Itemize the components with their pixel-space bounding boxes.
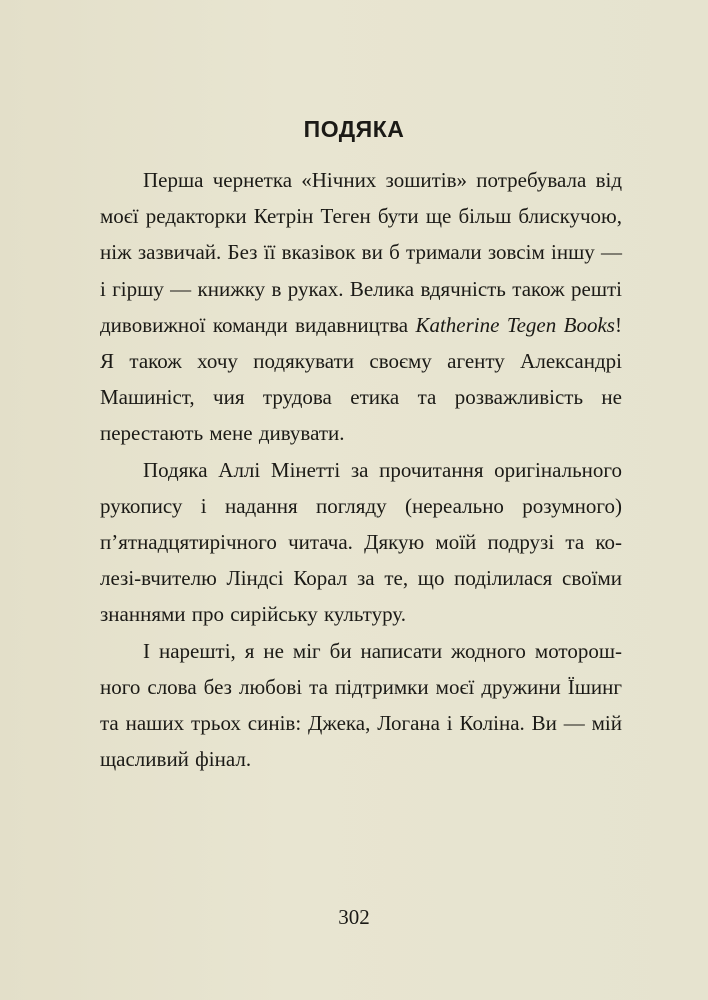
page-number: 302: [338, 905, 370, 929]
paragraph-3-text: І нарешті, я не міг би написати жодного моторошного слова без любові та підтримки моєї дружини Їшинг та наших трьох синів: Джека, Логана і Коліна. Ви — мій щасливий фінал.: [100, 638, 622, 772]
paragraph-1-text-end: ! Я також хочу подякувати своєму агенту Александрі Машиніст, чия трудова етика та розважливість не перестають мене дивувати.: [100, 312, 622, 446]
paragraph-2: [100, 452, 622, 633]
page-heading: ПОДЯКА: [303, 116, 405, 142]
publisher-name: Katherine Tegen Books: [415, 312, 615, 337]
paragraph-3: [100, 633, 622, 778]
paragraph-1: [100, 162, 622, 452]
body-text: [100, 162, 622, 777]
paragraph-2-text: Подяка Аллі Мінетті за прочитання оригінального рукопису і надання погляду (нереально розумного) п’ятнадцятирічного читача. Дякую моїй подрузі та колезі-вчителю Ліндсі Корал за те, що поділилася своїми знаннями про сирійську культуру.: [100, 457, 622, 627]
paragraph-1-text: Перша чернетка «Нічних зошитів» потребувала від моєї редакторки Кетрін Теген бути ще більш блискучою, ніж зазвичай. Без її вказівок ви б тримали зовсім іншу — і гіршу — книжку в руках. Велика вдячність також решті дивовижної команди видавництва: [100, 168, 622, 337]
